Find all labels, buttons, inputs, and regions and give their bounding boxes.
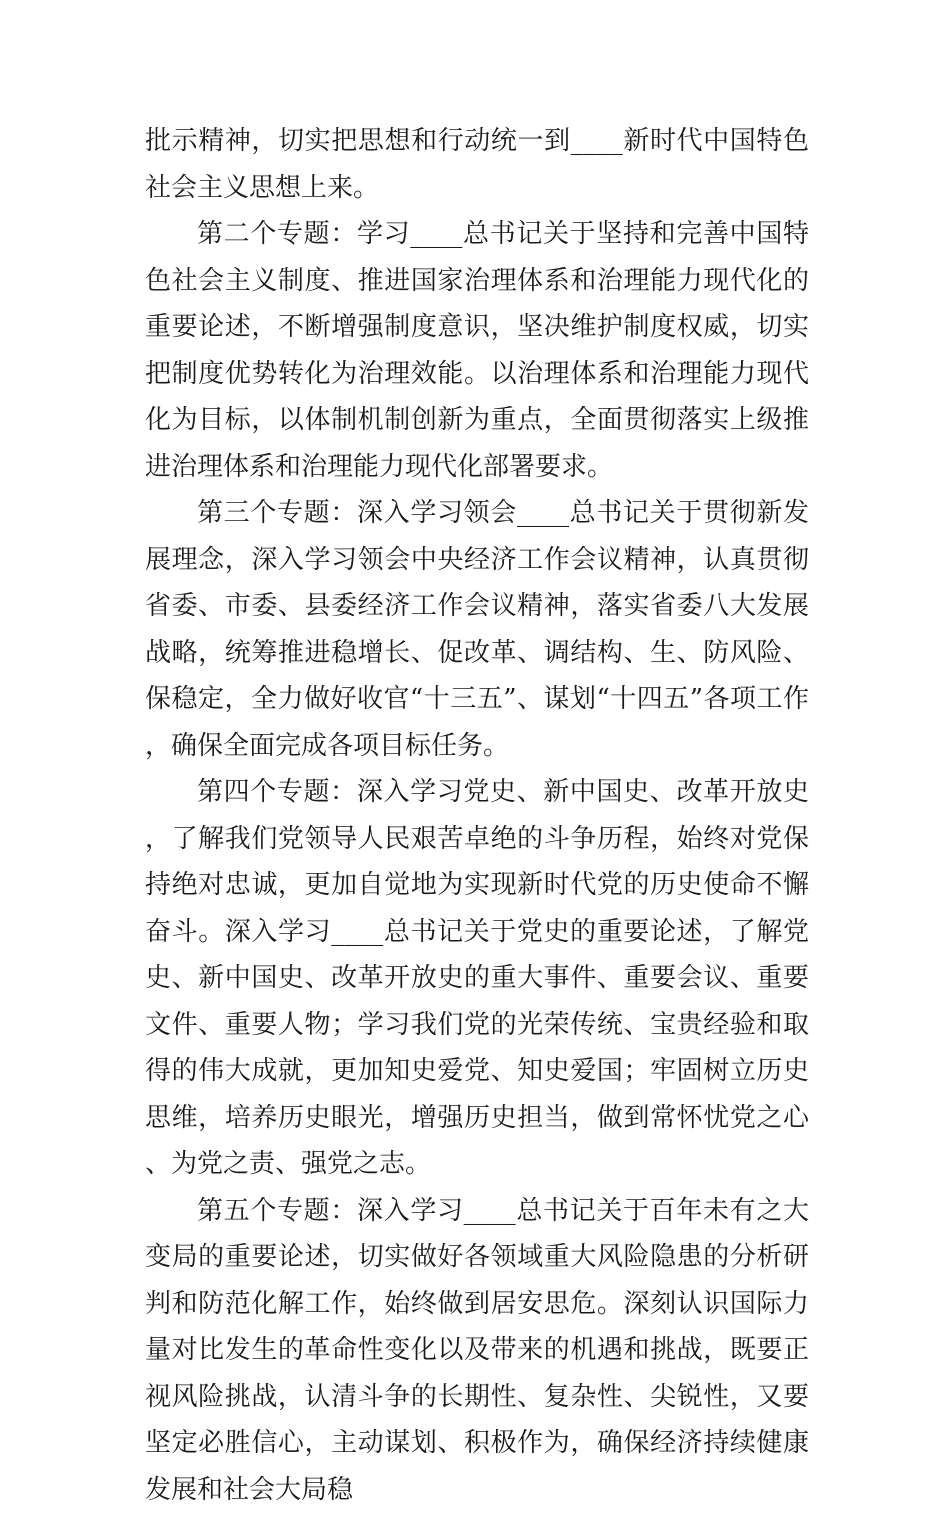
paragraph-topic-5: 第五个专题：深入学习____总书记关于百年未有之大变局的重要论述，切实做好各领域重大风险隐患的分析研判和防范化解工作，始终做到居安思危。深刻认识国际力量对比发生的革命性变化以及带来的机遇和挑战，既要正视风险挑战，认清斗争的长期性、复杂性、尖锐性，又要坚定必胜信心，主动谋划、积极作为，确保经济持续健康发展和社会大局稳 (145, 1188, 809, 1513)
paragraph-topic-3: 第三个专题：深入学习领会____总书记关于贯彻新发展理念，深入学习领会中央经济工作会议精神，认真贯彻省委、市委、县委经济工作会议精神，落实省委八大发展战略，统筹推进稳增长、促改革、调结构、生、防风险、保稳定，全力做好收官“十三五”、谋划“十四五”各项工作，确保全面完成各项目标任务。 (145, 490, 809, 769)
paragraph-topic-2: 第二个专题：学习____总书记关于坚持和完善中国特色社会主义制度、推进国家治理体系和治理能力现代化的重要论述，不断增强制度意识，坚决维护制度权威，切实把制度优势转化为治理效能。以治理体系和治理能力现代化为目标，以体制机制创新为重点，全面贯彻落实上级推进治理体系和治理能力现代化部署要求。 (145, 211, 809, 490)
document-page (145, 118, 809, 1513)
paragraph-topic-4: 第四个专题：深入学习党史、新中国史、改革开放史，了解我们党领导人民艰苦卓绝的斗争历程，始终对党保持绝对忠诚，更加自觉地为实现新时代党的历史使命不懈奋斗。深入学习____总书记关于党史的重要论述，了解党史、新中国史、改革开放史的重大事件、重要会议、重要文件、重要人物；学习我们党的光荣传统、宝贵经验和取得的伟大成就，更加知史爱党、知史爱国；牢固树立历史思维，培养历史眼光，增强历史担当，做到常怀忧党之心、为党之责、强党之志。 (145, 769, 809, 1188)
paragraph-continuation: 批示精神，切实把思想和行动统一到____新时代中国特色社会主义思想上来。 (145, 118, 809, 211)
